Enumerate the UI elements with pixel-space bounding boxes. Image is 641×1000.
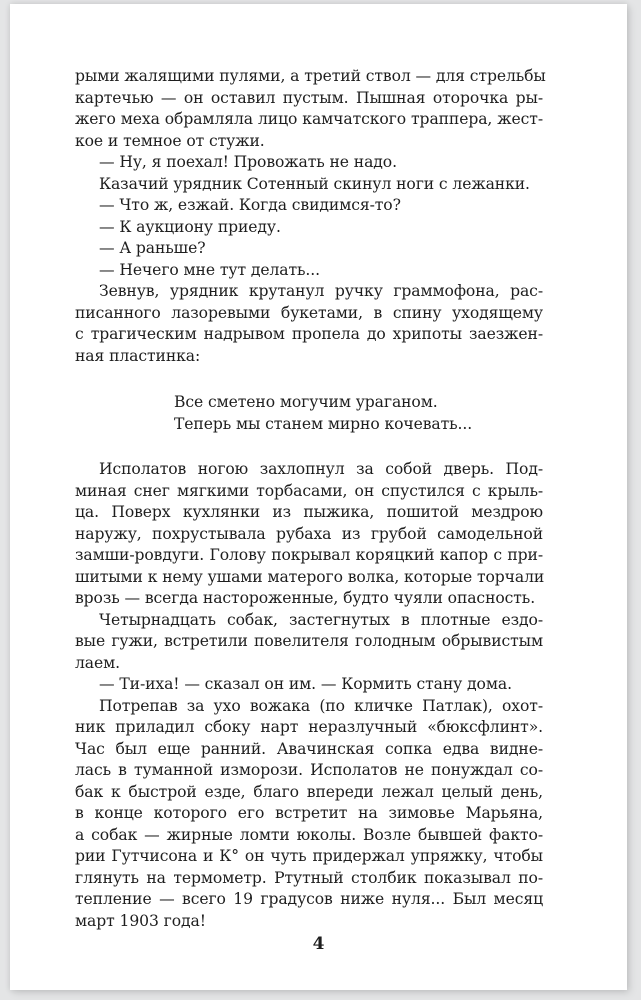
text-line: кое и темное от стужи. <box>75 132 265 150</box>
text-line: лаем. <box>75 654 121 672</box>
text-line: шитыми к нему ушами матерого волка, которые торчали <box>75 568 545 586</box>
text-line: март 1903 года! <box>75 912 206 930</box>
text-line: Зевнув, урядник крутанул ручку граммофона, рас- <box>99 282 543 300</box>
text-line: Четырнадцать собак, застегнутых в плотные ездо- <box>99 611 543 629</box>
text-line: рыми жалящими пулями, а третий ствол — для стрельбы <box>75 67 546 85</box>
text-line: вые гужи, встретили повелителя голодным обрывистым <box>75 632 543 650</box>
page-number: 4 <box>312 934 325 954</box>
verse-line: Теперь мы станем мирно кочевать... <box>174 415 473 433</box>
text-line: лась в туманной изморози. Исполатов не понуждал со- <box>75 761 543 779</box>
text-line: Казачий урядник Сотенный скинул ноги с лежанки. <box>99 175 530 193</box>
text-line: бак к быстрой езде, благо впереди лежал целый день, <box>75 783 543 801</box>
text-line: Потрепав за ухо вожака (по кличке Патлак), охот- <box>99 697 543 715</box>
text-line: жего меха обрамляла лицо камчатского траппера, жест- <box>75 110 543 128</box>
text-line: наружу, похрустывала рубаха из грубой самодельной <box>75 525 543 543</box>
dialogue-line: — Ти-иха! — сказал он им. — Кормить стану дома. <box>99 675 512 693</box>
dialogue-line: — А раньше? <box>99 239 206 257</box>
text-line: врозь — всегда настороженные, будто чуяли опасность. <box>75 589 536 607</box>
text-line: замши-ровдуги. Голову покрывал коряцкий капор с при- <box>75 546 543 564</box>
text-line: в конце которого его встретит на зимовье Марьяна, <box>75 804 543 822</box>
text-line: тепление — всего 19 градусов ниже нуля... Был месяц <box>75 890 543 908</box>
dialogue-line: — Что ж, езжай. Когда свидимся-то? <box>99 196 401 214</box>
text-line: с трагическим надрывом пропела до хрипоты заезжен- <box>75 325 543 343</box>
verse-line: Все сметено могучим ураганом. <box>174 393 438 411</box>
dialogue-line: — К аукциону приеду. <box>99 218 281 236</box>
text-line: ник приладил сбоку нарт неразлучный «бюксфлинт». <box>75 718 543 736</box>
text-line: рии Гутчисона и К° он чуть придержал упряжку, чтобы <box>75 847 543 865</box>
text-line: писанного лазоревыми букетами, в спину уходящему <box>75 304 543 322</box>
text-line: миная снег мягкими торбасами, он спустился с крыль- <box>75 482 543 500</box>
book-page <box>10 4 627 990</box>
text-line: глянуть на термометр. Ртутный столбик показывал по- <box>75 869 543 887</box>
dialogue-line: — Нечего мне тут делать... <box>99 261 320 279</box>
dialogue-line: — Ну, я поехал! Провожать не надо. <box>99 153 397 171</box>
text-line: ца. Поверх кухлянки из пыжика, пошитой мездрою <box>75 503 543 521</box>
text-line: Час был еще ранний. Авачинская сопка едва видне- <box>75 740 543 758</box>
text-line: Исполатов ногою захлопнул за собой дверь. Под- <box>99 460 543 478</box>
text-line: ная пластинка: <box>75 347 201 365</box>
text-line: а собак — жирные ломти юколы. Возле бывшей факто- <box>75 826 543 844</box>
text-line: картечью — он оставил пустым. Пышная оторочка ры- <box>75 89 543 107</box>
